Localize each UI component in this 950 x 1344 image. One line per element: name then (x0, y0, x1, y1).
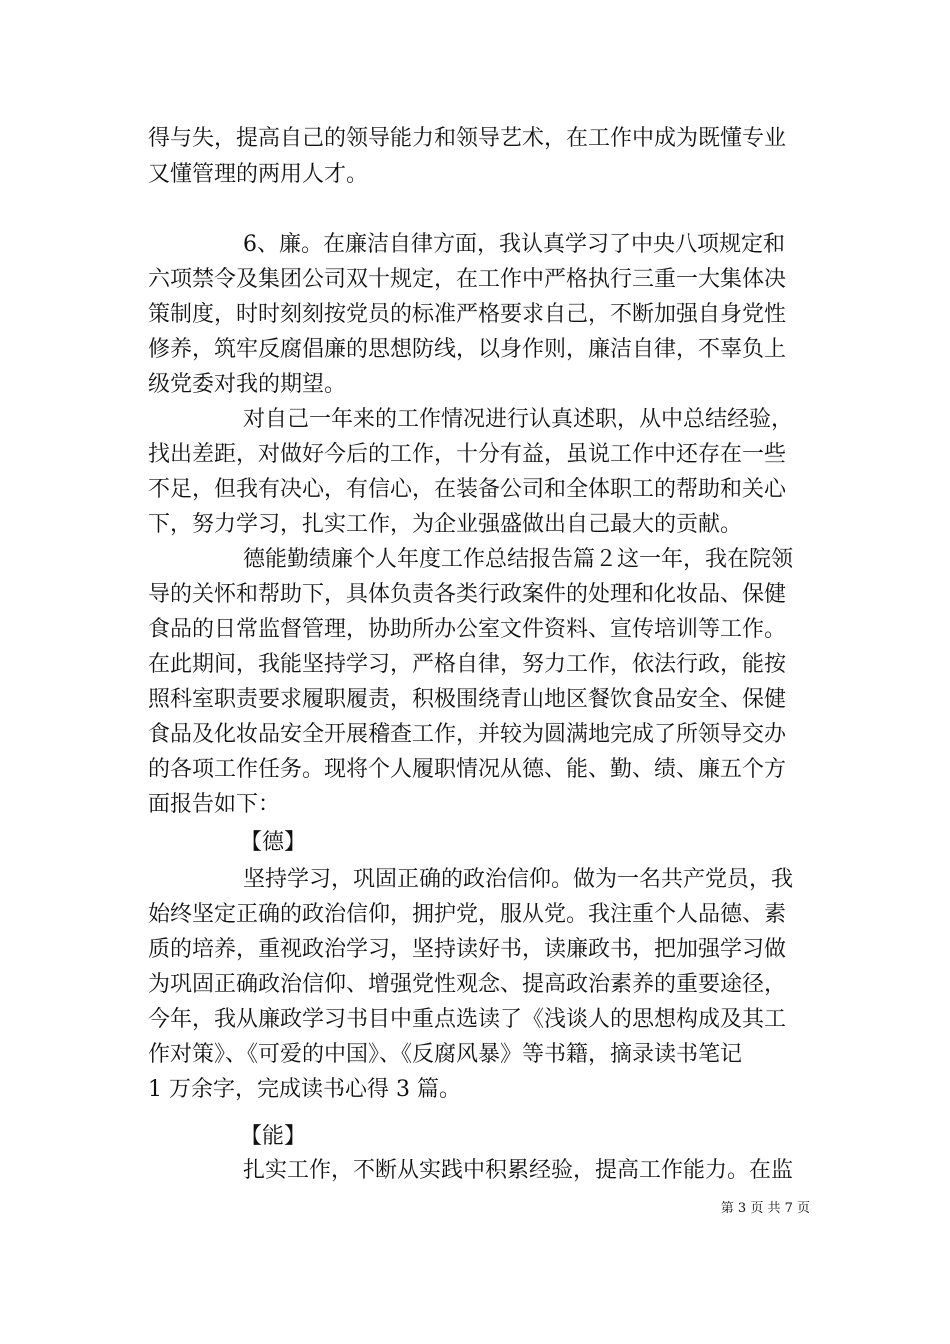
text-line: 1 万余字，完成读书心得 3 篇。 (148, 1077, 461, 1102)
text-line: 作对策》、《可爱的中国》、《反腐风暴》等书籍，摘录读书笔记 (148, 1042, 743, 1067)
text-line: 不足，但我有决心，有信心，在装备公司和全体职工的帮助和关心 (148, 477, 787, 502)
text-line: 得与失，提高自己的领导能力和领导艺术，在工作中成为既懂专业 (148, 126, 787, 151)
text-line: 为巩固正确政治信仰、增强党性观念、提高政治素养的重要途径， (148, 972, 787, 997)
text-line: 面报告如下： (148, 792, 281, 817)
text-line: 6、廉。在廉洁自律方面，我认真学习了中央八项规定和 (243, 232, 785, 257)
text-line: 今年，我从廉政学习书目中重点选读了《浅谈人的思想构成及其工 (148, 1007, 787, 1032)
section-heading: 【能】 (240, 1124, 307, 1149)
text-line: 又懂管理的两用人才。 (148, 162, 369, 187)
text-line: 对自己一年来的工作情况进行认真述职，从中总结经验， (243, 407, 794, 432)
text-line: 六项禁令及集团公司双十规定，在工作中严格执行三重一大集体决 (148, 267, 787, 292)
text-line: 始终坚定正确的政治信仰，拥护党，服从党。我注重个人品德、素 (148, 902, 787, 927)
text-line: 食品的日常监督管理，协助所办公室文件资料、宣传培训等工作。 (148, 617, 787, 642)
text-line: 质的培养，重视政治学习，坚持读好书，读廉政书，把加强学习做 (148, 937, 787, 962)
text-line: 导的关怀和帮助下，具体负责各类行政案件的处理和化妆品、保健 (148, 582, 787, 607)
text-line: 在此期间，我能坚持学习，严格自律，努力工作，依法行政，能按 (148, 652, 787, 677)
text-line: 德能勤绩廉个人年度工作总结报告篇２这一年，我在院领 (243, 547, 794, 572)
text-line: 找出差距，对做好今后的工作，十分有益，虽说工作中还存在一些 (148, 442, 787, 467)
text-line: 扎实工作，不断从实践中积累经验，提高工作能力。在监 (243, 1158, 794, 1183)
text-line: 级党委对我的期望。 (148, 372, 347, 397)
text-line: 的各项工作任务。现将个人履职情况从德、能、勤、绩、廉五个方 (148, 757, 787, 782)
text-line: 食品及化妆品安全开展稽查工作，并较为圆满地完成了所领导交办 (148, 722, 787, 747)
text-line: 下，努力学习，扎实工作，为企业强盛做出自己最大的贡献。 (148, 512, 743, 537)
text-line: 坚持学习，巩固正确的政治信仰。做为一名共产党员，我 (243, 867, 794, 892)
text-line: 策制度，时时刻刻按党员的标准严格要求自己，不断加强自身党性 (148, 302, 787, 327)
page-number-footer: 第 3 页 共 7 页 (720, 1201, 810, 1216)
text-line: 修养，筑牢反腐倡廉的思想防线，以身作则，廉洁自律，不辜负上 (148, 337, 787, 362)
section-heading: 【德】 (240, 830, 307, 855)
text-line: 照科室职责要求履职履责，积极围绕青山地区餐饮食品安全、保健 (148, 687, 787, 712)
